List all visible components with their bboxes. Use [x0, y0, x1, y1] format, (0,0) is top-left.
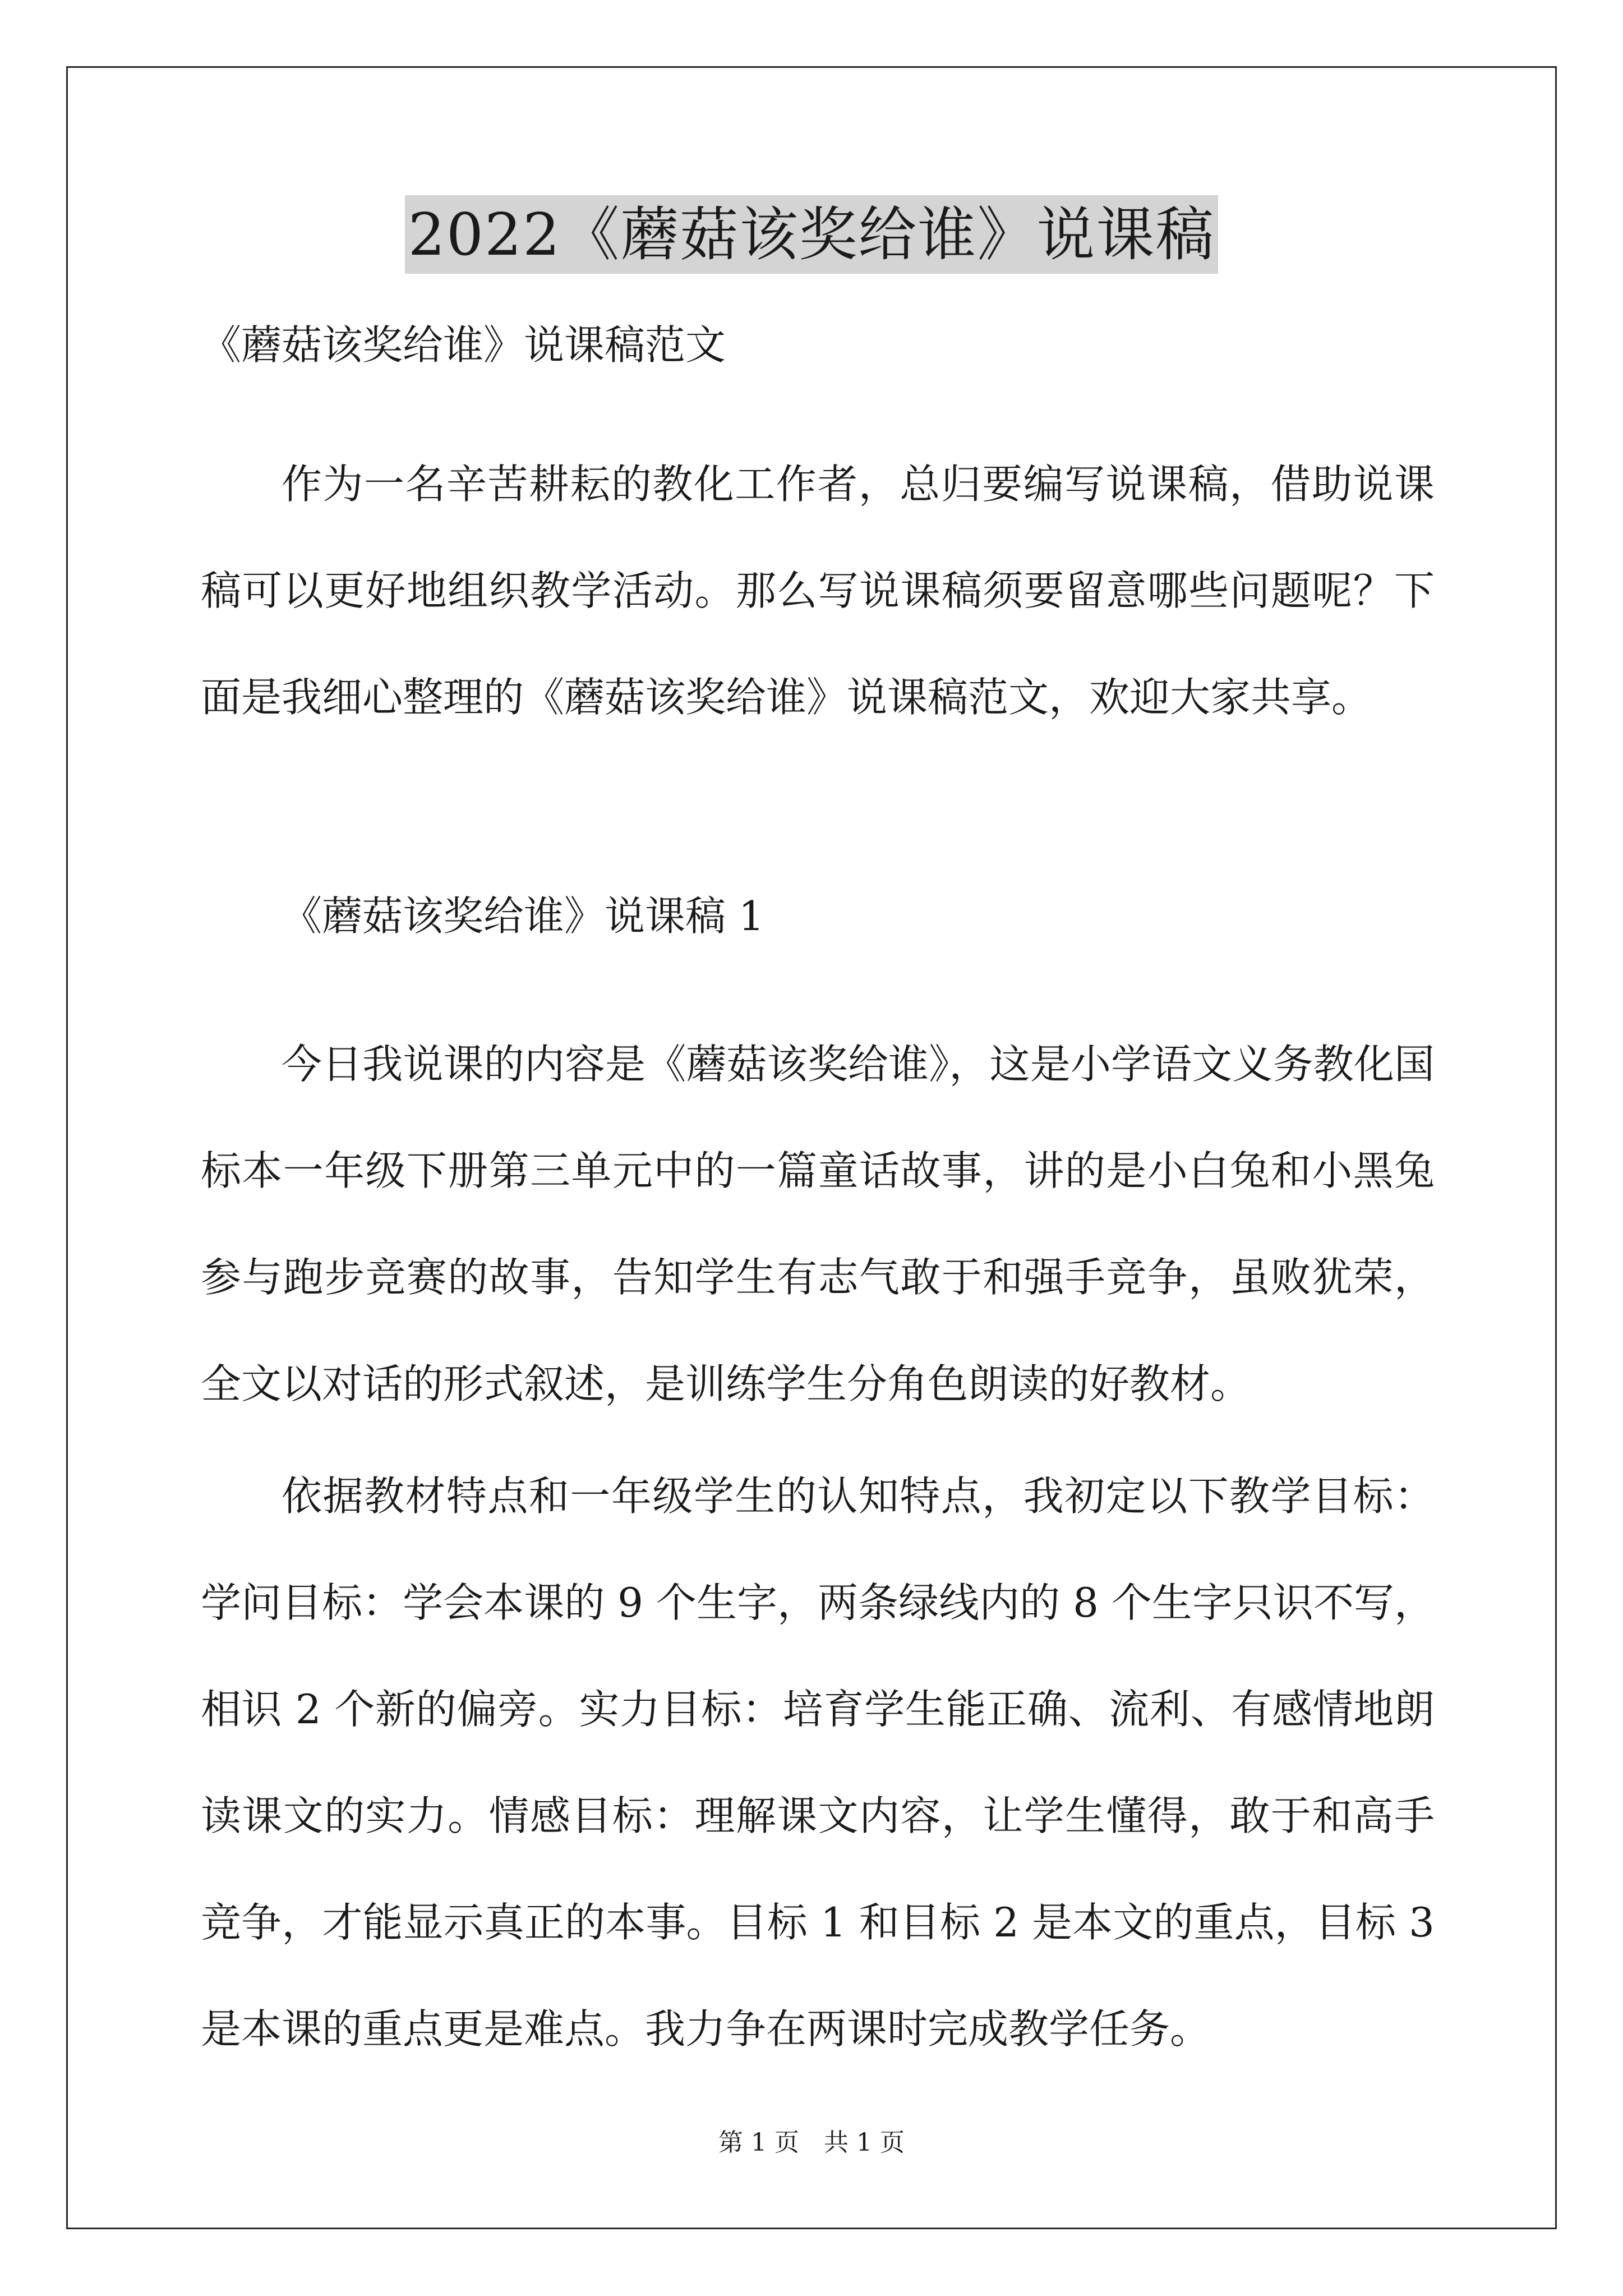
- document-title: 2022《蘑菇该奖给谁》说课稿: [405, 195, 1219, 274]
- body-paragraph-1: 今日我说课的内容是《蘑菇该奖给谁》，这是小学语文义务教化国标本一年级下册第三单元中的一篇童话故事，讲的是小白兔和小黑兔参与跑步竞赛的故事，告知学生有志气敢于和强手竞争，虽败犹荣，全文以对话的形式叙述，是训练学生分角色朗读的好教材。: [201, 1041, 1435, 1407]
- body-paragraph-2: 依据教材特点和一年级学生的认知特点，我初定以下教学目标：学问目标：学会本课的 9 个生字，两条绿线内的 8 个生字只识不写，相识 2 个新的偏旁。实力目标：培育学生能正确、流利、有感情地朗读课文的实力。情感目标：理解课文内容，让学生懂得，敢于和高手竞争，才能显示真正的本事。目标 1 和目标 2 是本文的重点，目标 3 是本课的重点更是难点。我力争在两课时完成教学任务。: [201, 1473, 1435, 2053]
- intro-paragraph: 作为一名辛苦耕耘的教化工作者，总归要编写说课稿，借助说课稿可以更好地组织教学活动。那么写说课稿须要留意哪些问题呢？下面是我细心整理的《蘑菇该奖给谁》说课稿范文，欢迎大家共享。: [201, 461, 1435, 721]
- document-subtitle: 《蘑菇该奖给谁》说课稿范文: [201, 321, 726, 369]
- page-footer: 第 1 页 共 1 页: [718, 2128, 905, 2157]
- title-container: [0, 195, 1623, 274]
- section-heading: 《蘑菇该奖给谁》说课稿 1: [282, 892, 764, 940]
